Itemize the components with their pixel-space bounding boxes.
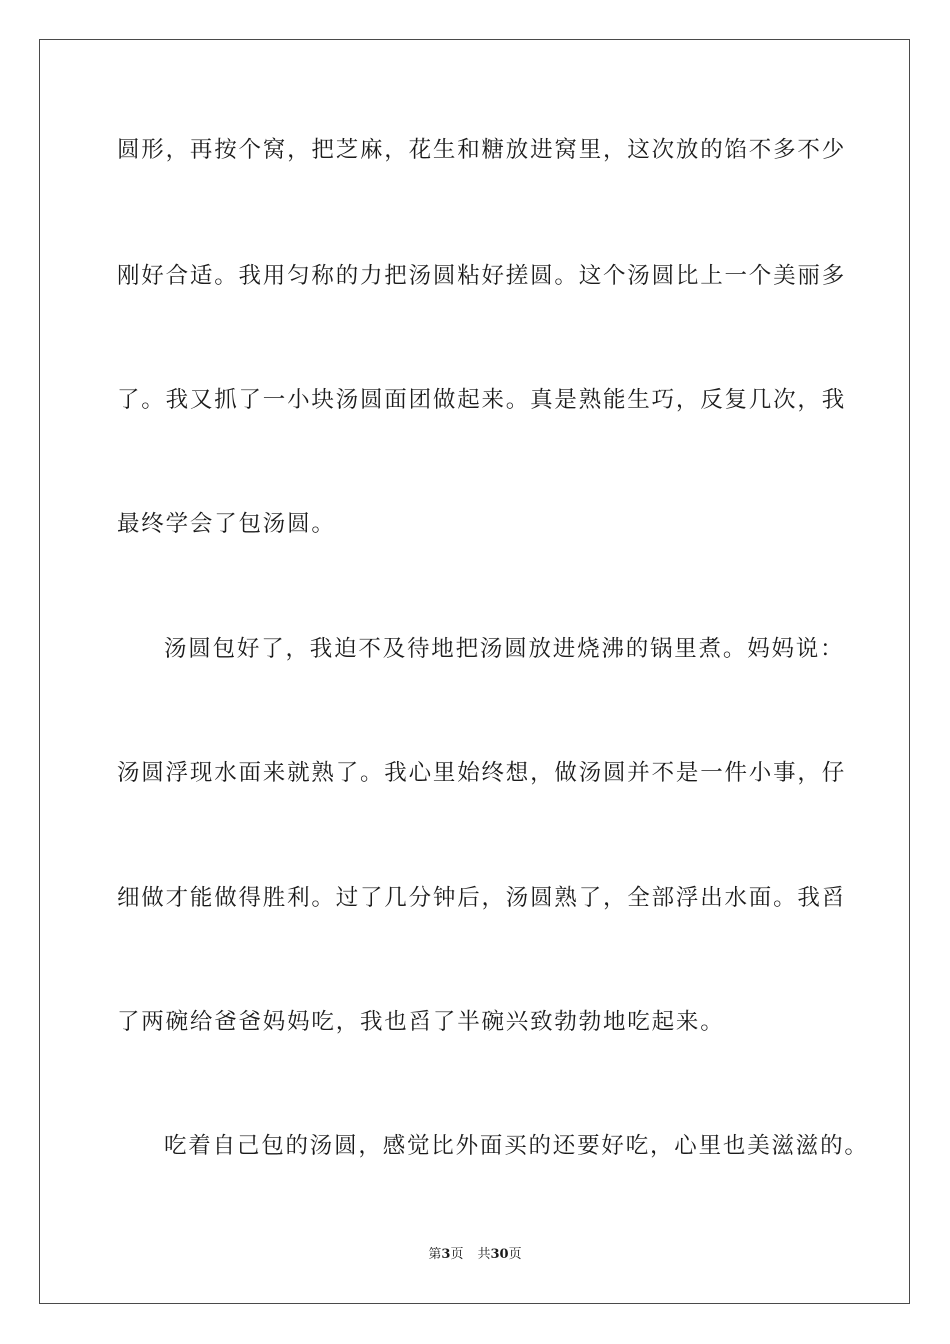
paragraph-line-1: 圆形，再按个窝，把芝麻，花生和糖放进窝里，这次放的馅不多不少 [117,137,847,163]
paragraph-line-9: 吃着自己包的汤圆，感觉比外面买的还要好吃，心里也美滋滋的。 [164,1133,869,1159]
paragraph-line-4: 最终学会了包汤圆。 [117,511,336,537]
footer-page-number: 3 [441,1247,451,1262]
footer-total-prefix: 共 [477,1247,491,1262]
footer-prefix: 第 [428,1247,442,1262]
footer-page-suffix: 页 [450,1247,464,1262]
paragraph-line-2: 刚好合适。我用匀称的力把汤圆粘好搓圆。这个汤圆比上一个美丽多 [117,263,847,289]
page-footer [0,1246,950,1264]
page-border [39,39,910,1304]
paragraph-line-5: 汤圆包好了，我迫不及待地把汤圆放进烧沸的锅里煮。妈妈说： [164,636,845,662]
footer-total-suffix: 页 [508,1247,522,1262]
paragraph-line-8: 了两碗给爸爸妈妈吃，我也舀了半碗兴致勃勃地吃起来。 [117,1009,725,1035]
paragraph-line-3: 了。我又抓了一小块汤圆面团做起来。真是熟能生巧，反复几次，我 [117,387,847,413]
footer-total-pages: 30 [490,1247,509,1262]
paragraph-line-7: 细做才能做得胜利。过了几分钟后，汤圆熟了，全部浮出水面。我舀 [117,885,847,911]
paragraph-line-6: 汤圆浮现水面来就熟了。我心里始终想，做汤圆并不是一件小事，仔 [117,760,847,786]
